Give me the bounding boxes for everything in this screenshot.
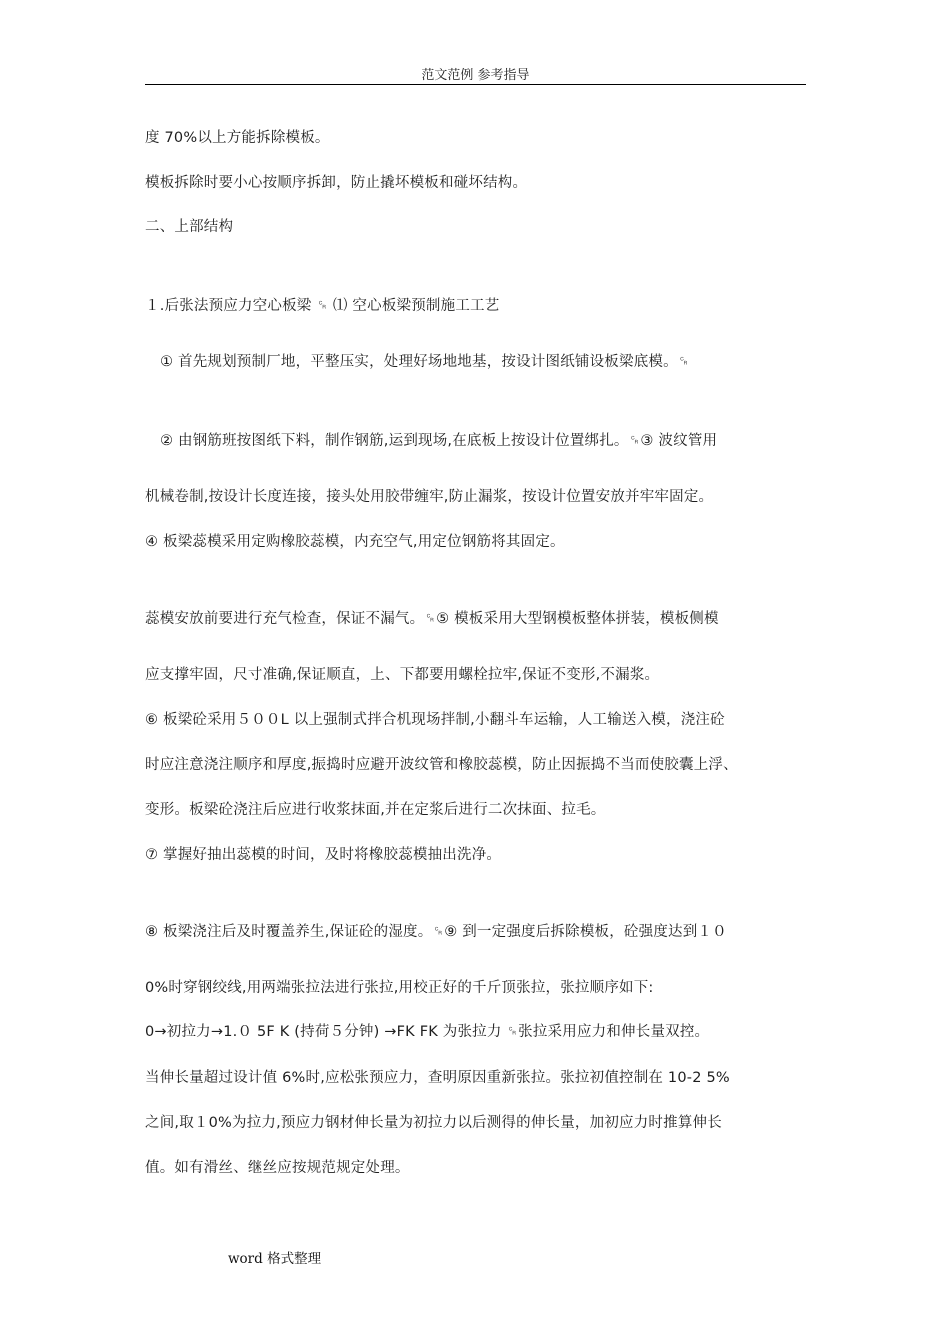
subsection-heading: １.后张法预应力空心板梁 ␍ ⑴ 空心板梁预制施工工艺: [145, 298, 500, 314]
body-line-19: 之间,取１0%为拉力,预应力钢材伸长量为初拉力以后测得的伸长量，加初应力时推算伸长: [145, 1115, 722, 1131]
step-2: ② 由钢筋班按图纸下料，制作钢筋,运到现场,在底板上按设计位置绑扎。␍③ 波纹管用: [160, 433, 718, 449]
body-line-10: 应支撑牢固，尺寸准确,保证顺直，上、下都要用螺栓拉牢,保证不变形,不漏浆。: [145, 667, 660, 683]
step-8: ⑧ 板梁浇注后及时覆盖养生,保证砼的湿度。␍⑨ 到一定强度后拆除模板，砼强度达到１０: [145, 924, 727, 940]
tension-sequence: 0→初拉力→1.０ 5F K (持荷５分钟) →FK FK 为张拉力 ␍张拉采用应力和伸长量双控。: [145, 1024, 710, 1040]
page-header: 范文范例 参考指导: [421, 68, 530, 83]
header-divider: [145, 84, 806, 85]
body-line-20: 值。如有滑丝、继丝应按规范规定处理。: [145, 1160, 410, 1176]
step-4: ④ 板梁蕊模采用定购橡胶蕊模，内充空气,用定位钢筋将其固定。: [145, 534, 565, 550]
step-7: ⑦ 掌握好抽出蕊模的时间，及时将橡胶蕊模抽出洗净。: [145, 847, 502, 863]
body-line-1: 度 70%以上方能拆除模板。: [145, 130, 330, 146]
body-line-13: 变形。板梁砼浇注后应进行收浆抹面,并在定浆后进行二次抹面、拉毛。: [145, 802, 606, 818]
section-heading: 二、上部结构: [145, 219, 234, 235]
body-line-12: 时应注意浇注顺序和厚度,振捣时应避开波纹管和橡胶蕊模，防止因振捣不当而使胶囊上浮、: [145, 757, 738, 773]
body-line-2: 模板拆除时要小心按顺序拆卸，防止撬坏模板和碰坏结构。: [145, 175, 528, 191]
step-1: ① 首先规划预制厂地，平整压实，处理好场地地基，按设计图纸铺设板梁底模。␍: [160, 354, 690, 370]
body-line-9: 蕊模安放前要进行充气检查，保证不漏气。␍⑤ 模板采用大型钢模板整体拼装，模板侧模: [145, 611, 719, 627]
body-line-16: 0%时穿钢绞线,用两端张拉法进行张拉,用校正好的千斤顶张拉，张拉顺序如下:: [145, 980, 654, 996]
body-line-7: 机械卷制,按设计长度连接，接头处用胶带缠牢,防止漏浆，按设计位置安放并牢牢固定。: [145, 489, 714, 505]
step-6: ⑥ 板梁砼采用５００L 以上强制式拌合机现场拌制,小翻斗车运输，人工输送入模，浇注砼: [145, 712, 725, 728]
page-footer: word 格式整理: [228, 1251, 322, 1267]
body-line-18: 当伸长量超过设计值 6%时,应松张预应力，查明原因重新张拉。张拉初值控制在 10-2 5%: [145, 1070, 730, 1086]
